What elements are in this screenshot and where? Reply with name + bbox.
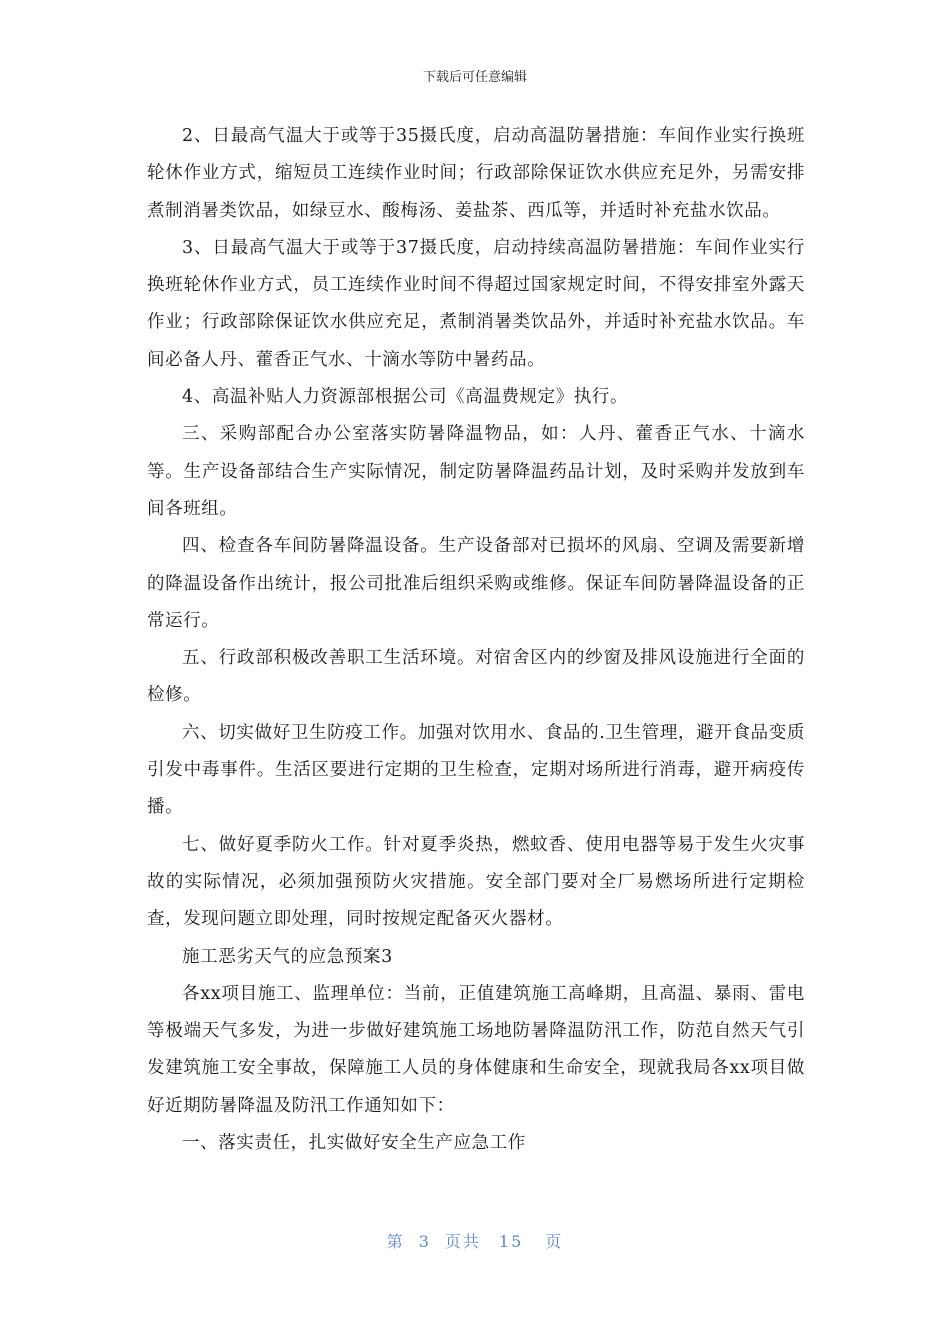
section-title: 施工恶劣天气的应急预案3 <box>182 946 393 967</box>
paragraph: 七、做好夏季防火工作。针对夏季炎热，燃蚊香、使用电器等易于发生火灾事故的实际情况，必须加强预防火灾措施。安全部门要对全厂易燃场所进行定期检查，发现问题立即处理，同时按规定配备灭火器材。 <box>147 834 805 930</box>
footer-prefix: 第 <box>386 1232 405 1251</box>
paragraph: 各xx项目施工、监理单位：当前，正值建筑施工高峰期，且高温、暴雨、雷电等极端天气多发，为进一步做好建筑施工场地防暑降温防汛工作，防范自然天气引发建筑施工安全事故，保障施工人员的身体健康和生命安全，现就我局各xx项目做好近期防暑降温及防汛工作通知如下： <box>147 983 805 1116</box>
paragraph: 五、行政部积极改善职工生活环境。对宿舍区内的纱窗及排风设施进行全面的检修。 <box>147 648 805 706</box>
document-body <box>147 118 805 1162</box>
paragraph: 一、落实责任，扎实做好安全生产应急工作 <box>182 1133 526 1154</box>
paragraph: 三、采购部配合办公室落实防暑降温物品，如：人丹、藿香正气水、十滴水等。生产设备部结合生产实际情况，制定防暑降温药品计划，及时采购并发放到车间各班组。 <box>147 424 805 519</box>
paragraph: 四、检查各车间防暑降温设备。生产设备部对已损坏的风扇、空调及需要新增的降温设备作出统计，报公司批准后组织采购或维修。保证车间防暑降温设备的正常运行。 <box>147 536 805 631</box>
footer-suffix: 页 <box>545 1232 564 1251</box>
paragraph: 4、高温补贴人力资源部根据公司《高温费规定》执行。 <box>182 387 629 408</box>
paragraph: 2、日最高气温大于或等于35摄氏度，启动高温防暑措施：车间作业实行换班轮休作业方式，缩短员工连续作业时间；行政部除保证饮水供应充足外，另需安排煮制消暑类饮品，如绿豆水、酸梅汤、姜盐茶、西瓜等，并适时补充盐水饮品。 <box>147 126 805 221</box>
page-footer <box>0 1229 950 1252</box>
total-pages-number: 15 <box>498 1232 524 1251</box>
paragraph: 六、切实做好卫生防疫工作。加强对饮用水、食品的.卫生管理，避开食品变质引发中毒事件。生活区要进行定期的卫生检查，定期对场所进行消毒，避开病疫传播。 <box>147 722 805 818</box>
current-page-number: 3 <box>418 1232 431 1251</box>
footer-middle: 页共 <box>444 1232 481 1251</box>
paragraph: 3、日最高气温大于或等于37摄氏度，启动持续高温防暑措施：车间作业实行换班轮休作业方式，员工连续作业时间不得超过国家规定时间，不得安排室外露天作业；行政部除保证饮水供应充足，煮制消暑类饮品外，并适时补充盐水饮品。车间必备人丹、藿香正气水、十滴水等防中暑药品。 <box>147 237 805 370</box>
page-header: 下载后可任意编辑 <box>422 70 527 85</box>
